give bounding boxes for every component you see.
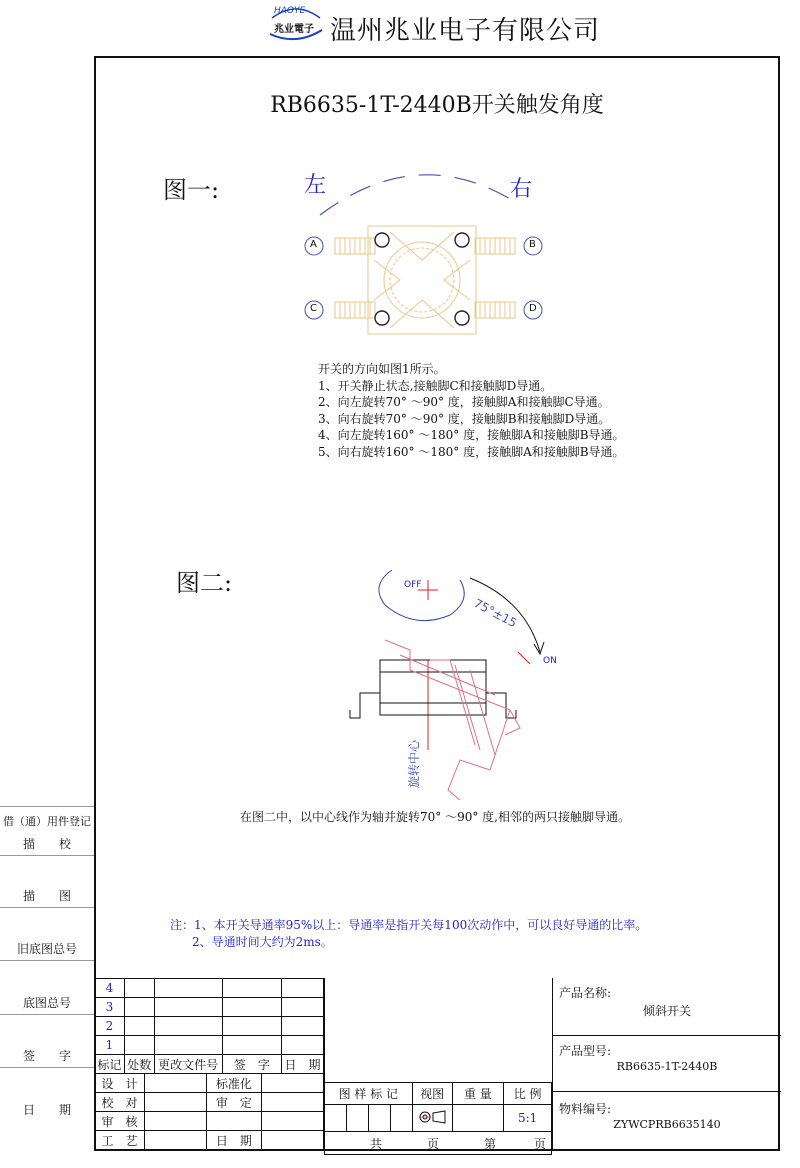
register-trace-drawing: 描 图	[22, 889, 71, 903]
off-label: OFF	[404, 580, 422, 590]
instruction-line: 2、向左旋转70° ～90° 度，接触脚A和接触脚C导通。	[318, 395, 610, 409]
figure1-label: 图一:	[163, 176, 220, 204]
figure1-switch-diagram	[290, 160, 550, 340]
instruction-line: 1、开关静止状态,接触脚C和接触脚D导通。	[318, 378, 553, 393]
instruction-line: 开关的方向如图1所示。	[318, 362, 446, 376]
drawing-info-table	[324, 1082, 552, 1155]
view-header: 视图	[412, 1083, 452, 1105]
logo-text: 兆业電子	[274, 24, 314, 35]
company-name: 温州兆业电子有限公司	[330, 16, 601, 46]
pin-c-label: C	[310, 303, 317, 314]
projection-icon	[417, 1110, 447, 1124]
rotation-axis-label: 旋转中心	[407, 739, 421, 788]
sign-review: 审 核	[95, 1112, 145, 1131]
revision-mark: 4	[95, 979, 125, 998]
sign-process: 工 艺	[95, 1131, 145, 1150]
revision-mark: 2	[95, 1017, 125, 1036]
figure1-right-text: 右	[510, 177, 533, 202]
rev-header-file: 更改文件号	[154, 1055, 222, 1074]
instruction-line: 3、向右旋转70° ～90° 度，接触脚B和接触脚D导通。	[318, 411, 611, 426]
figure2-tilt-diagram	[330, 560, 580, 800]
revision-table	[94, 978, 324, 1074]
on-label: ON	[543, 656, 557, 666]
product-name-label: 产品名称:	[559, 986, 612, 1000]
revision-mark: 1	[95, 1036, 125, 1055]
revision-mark: 3	[95, 998, 125, 1017]
register-trace-check: 描 校	[22, 837, 71, 851]
sheet-number-label: 第	[483, 1136, 496, 1151]
register-date: 日 期	[22, 1103, 71, 1117]
instruction-line: 4、向左旋转160° ～180° 度，接触脚A和接触脚B导通。	[318, 428, 625, 442]
sign-design: 设 计	[95, 1074, 145, 1093]
figure1-left-text: 左	[304, 173, 327, 198]
register-old-number: 旧底图总号	[16, 942, 77, 956]
product-info-block	[552, 978, 781, 1151]
signature-table	[94, 1073, 324, 1150]
page-title: RB6635-1T-2440B开关触发角度	[270, 93, 604, 118]
figure2-label: 图二:	[176, 569, 233, 597]
rev-header-sign: 签 字	[222, 1055, 281, 1074]
sign-date: 日 期	[206, 1131, 262, 1150]
left-register-column	[0, 806, 94, 1152]
scale-value: 5:1	[504, 1105, 552, 1132]
sign-standard: 标准化	[206, 1074, 262, 1093]
weight-header: 重 量	[452, 1083, 504, 1105]
material-no-value: ZYWCPRB6635140	[613, 1118, 721, 1131]
instructions-list	[318, 361, 625, 460]
pin-d-label: D	[529, 303, 537, 314]
sign-approve: 审 定	[206, 1093, 262, 1112]
note-line-1: 注：1、本开关导通率95%以上：导通率是指开关每100次动作中，可以良好导通的比率。	[170, 918, 648, 932]
note-line-2: 2、导通时间大约为2ms。	[192, 935, 333, 949]
rev-header-mark: 标记	[95, 1055, 125, 1074]
instruction-line: 5、向右旋转160° ～180° 度，接触脚A和接触脚B导通。	[318, 444, 625, 459]
product-name-value: 倾斜开关	[642, 1004, 691, 1018]
projection-symbol	[412, 1105, 452, 1132]
product-model-value: RB6635-1T-2440B	[616, 1060, 718, 1073]
material-no-label: 物料编号:	[559, 1102, 612, 1116]
register-title: 借（通）用件登记	[3, 815, 91, 828]
sign-proofread: 校 对	[95, 1093, 145, 1112]
register-signature: 签 字	[22, 1049, 71, 1063]
sheet-unit-label-2: 页	[533, 1136, 546, 1151]
pin-a-label: A	[310, 239, 317, 250]
pin-b-label: B	[529, 239, 536, 250]
angle-label: 75°±15	[471, 596, 520, 631]
sheet-total-label: 共	[369, 1136, 382, 1151]
logo-arc-text: HAOYE	[274, 6, 306, 16]
rev-header-count: 处数	[124, 1055, 154, 1074]
register-base-number: 底图总号	[22, 996, 71, 1010]
figure2-caption: 在图二中，以中心线作为轴并旋转70° ～90° 度,相邻的两只接触脚导通。	[240, 810, 630, 824]
company-logo	[268, 4, 324, 44]
sheet-unit-label-1: 页	[426, 1136, 439, 1151]
product-model-label: 产品型号:	[559, 1044, 612, 1058]
drawing-mark-header: 图 样 标 记	[325, 1083, 413, 1105]
rev-header-date: 日 期	[282, 1055, 324, 1074]
scale-header: 比 例	[504, 1083, 552, 1105]
